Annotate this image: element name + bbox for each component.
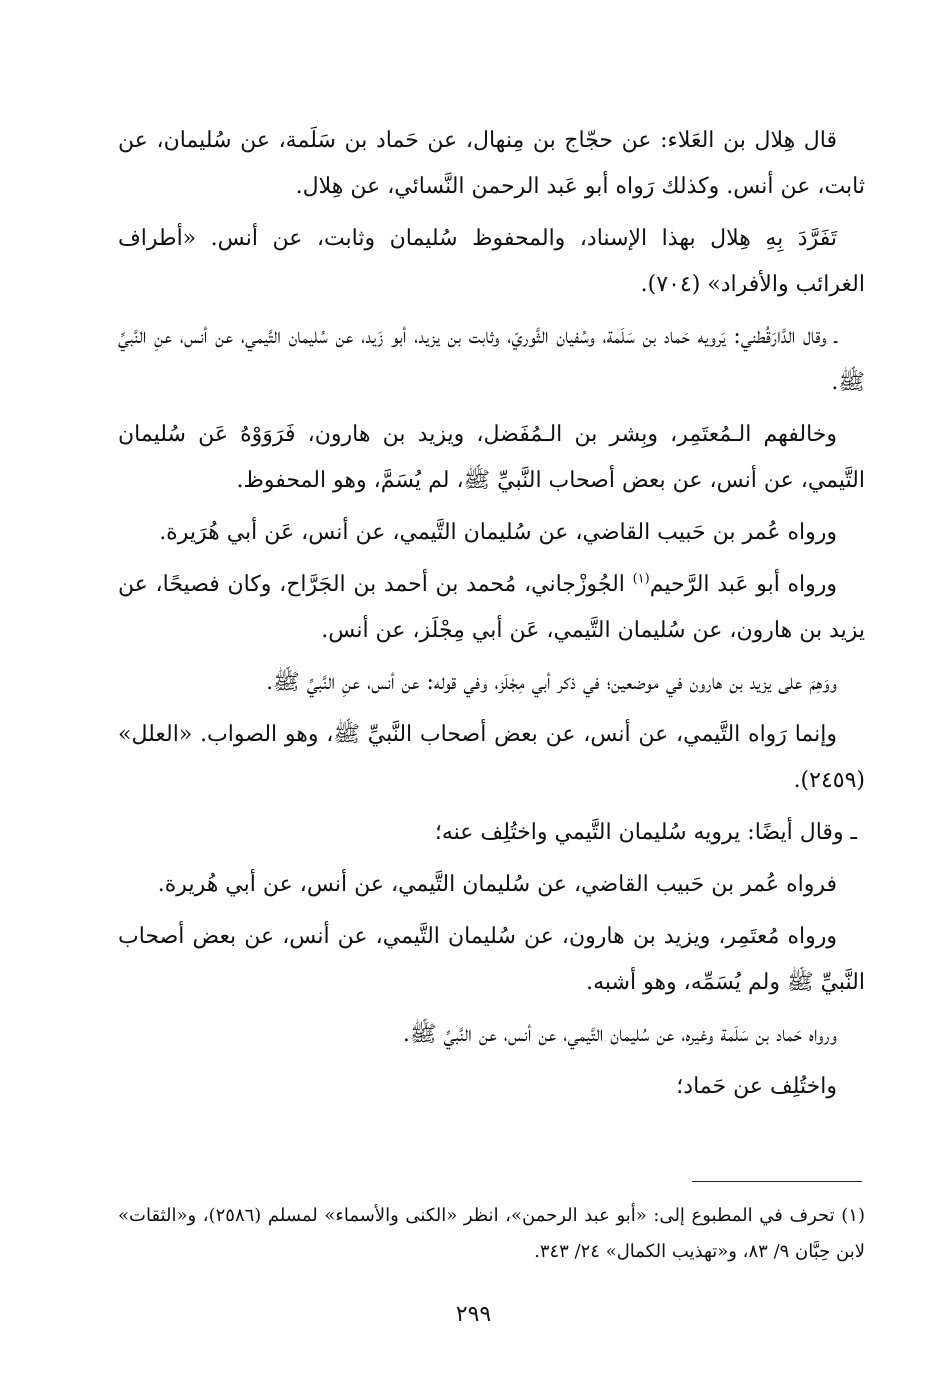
paragraph-farawahu: فرواه عُمر بن حَبيب القاضي، عن سُليمان التَّيمي، عن أنس، عن أبي هُريرة. <box>157 872 837 897</box>
page-number: ٢٩٩ <box>455 1302 492 1327</box>
paragraph-hilal-isnad: قال هِلال بن العَلاء: عن حجّاج بن مِنهال، عن حَماد بن سَلَمة، عن سُليمان، عن ثابت، عن أنس. وكذلك رَواه أبو عَبد الرحمن النَّسائي، عن هِلال. <box>118 128 865 199</box>
paragraph-tafarrad: تَفَرَّدَ بِهِ هِلال بهذا الإسناد، والمحفوظ سُليمان وثابت، عن أنس. «أطراف الغرائب والأفراد» (٧٠٤). <box>118 226 865 297</box>
footnote-divider <box>692 1181 862 1182</box>
footnote-1: (١) تحرف في المطبوع إلى: «أبو عبد الرحمن»، انظر «الكنى والأسماء» لمسلم (٢٥٨٦)، و«الثقات» لابن حِبَّان ٩/ ٨٣، و«تهذيب الكمال» ٢٤/ ٣٤٣. <box>118 1205 865 1262</box>
main-text <box>118 118 865 1116</box>
paragraph-qala-aydan: ـ وقال أيضًا: يرويه سُليمان التَّيمي واختُلِف عنه؛ <box>434 820 857 845</box>
footnotes <box>118 1198 865 1270</box>
paragraph-abu-abd-al-rahim <box>118 562 865 654</box>
paragraph-muatamir: ورواه مُعتَمِر، ويزيد بن هارون، عن سُليمان التَّيمي، عن أنس، عن بعض أصحاب النَّبيِّ ﷺ ولم يُسَمِّه، وهو أشبه. <box>118 924 865 995</box>
paragraph-daraqutni: ـ وقال الدَّارَقُطني: يَرويه حَماد بن سَلَمة، وسُفيان الثَّوريّ، وثابت بن يزيد، أبو زَيد، عن سُليمان التَّيمي، عن أنس، عنِ النَّبيِّ ﷺ. <box>118 324 865 395</box>
paragraph-khalafahum: وخالفهم الـمُعتَمِر، وبِشر بن الـمُفَضل، ويزيد بن هارون، فَرَوَوْهُ عَن سُليمان التَّيمي، عن أنس، عن بعض أصحاب النَّبيِّ ﷺ، لم يُسَمَّ، وهو المحفوظ. <box>118 422 865 493</box>
footnote-marker: (١) <box>632 571 650 587</box>
paragraph-ikhtulif: واختُلِف عن حَماد؛ <box>676 1074 837 1099</box>
paragraph-umar-ibn-habib: ورواه عُمر بن حَبيب القاضي، عن سُليمان التَّيمي، عن أنس، عَن أبي هُرَيرة. <box>159 520 837 545</box>
paragraph-abu-abd-al-rahim-text: ورواه أبو عَبد الرَّحيم$^{(١)}$ الجُوزْجاني، مُحمد بن أحمد بن الجَرَّاح، وكان فصيحًا، عن يزيد بن هارون، عن سُليمان التَّيمي، عَن أبي مِجْلَز، عن أنس. <box>118 571 865 643</box>
paragraph-innama: وإنما رَواه التَّيمي، عن أنس، عن بعض أصحاب النَّبيِّ ﷺ، وهو الصواب. «العلل» (٢٤٥٩). <box>118 722 865 793</box>
paragraph-wahima: ووَهِمَ على يزيد بن هارون في موضعين؛ في ذكر أبي مِجْلَز، وفي قوله: عن أنس، عنِ النَّبيِّ ﷺ. <box>266 670 837 695</box>
paragraph-hammad: ورواه حَماد بن سَلَمة وغيره، عن سُليمان التَّيمي، عن أنس، عن النَّبيِّ ﷺ. <box>402 1022 837 1047</box>
